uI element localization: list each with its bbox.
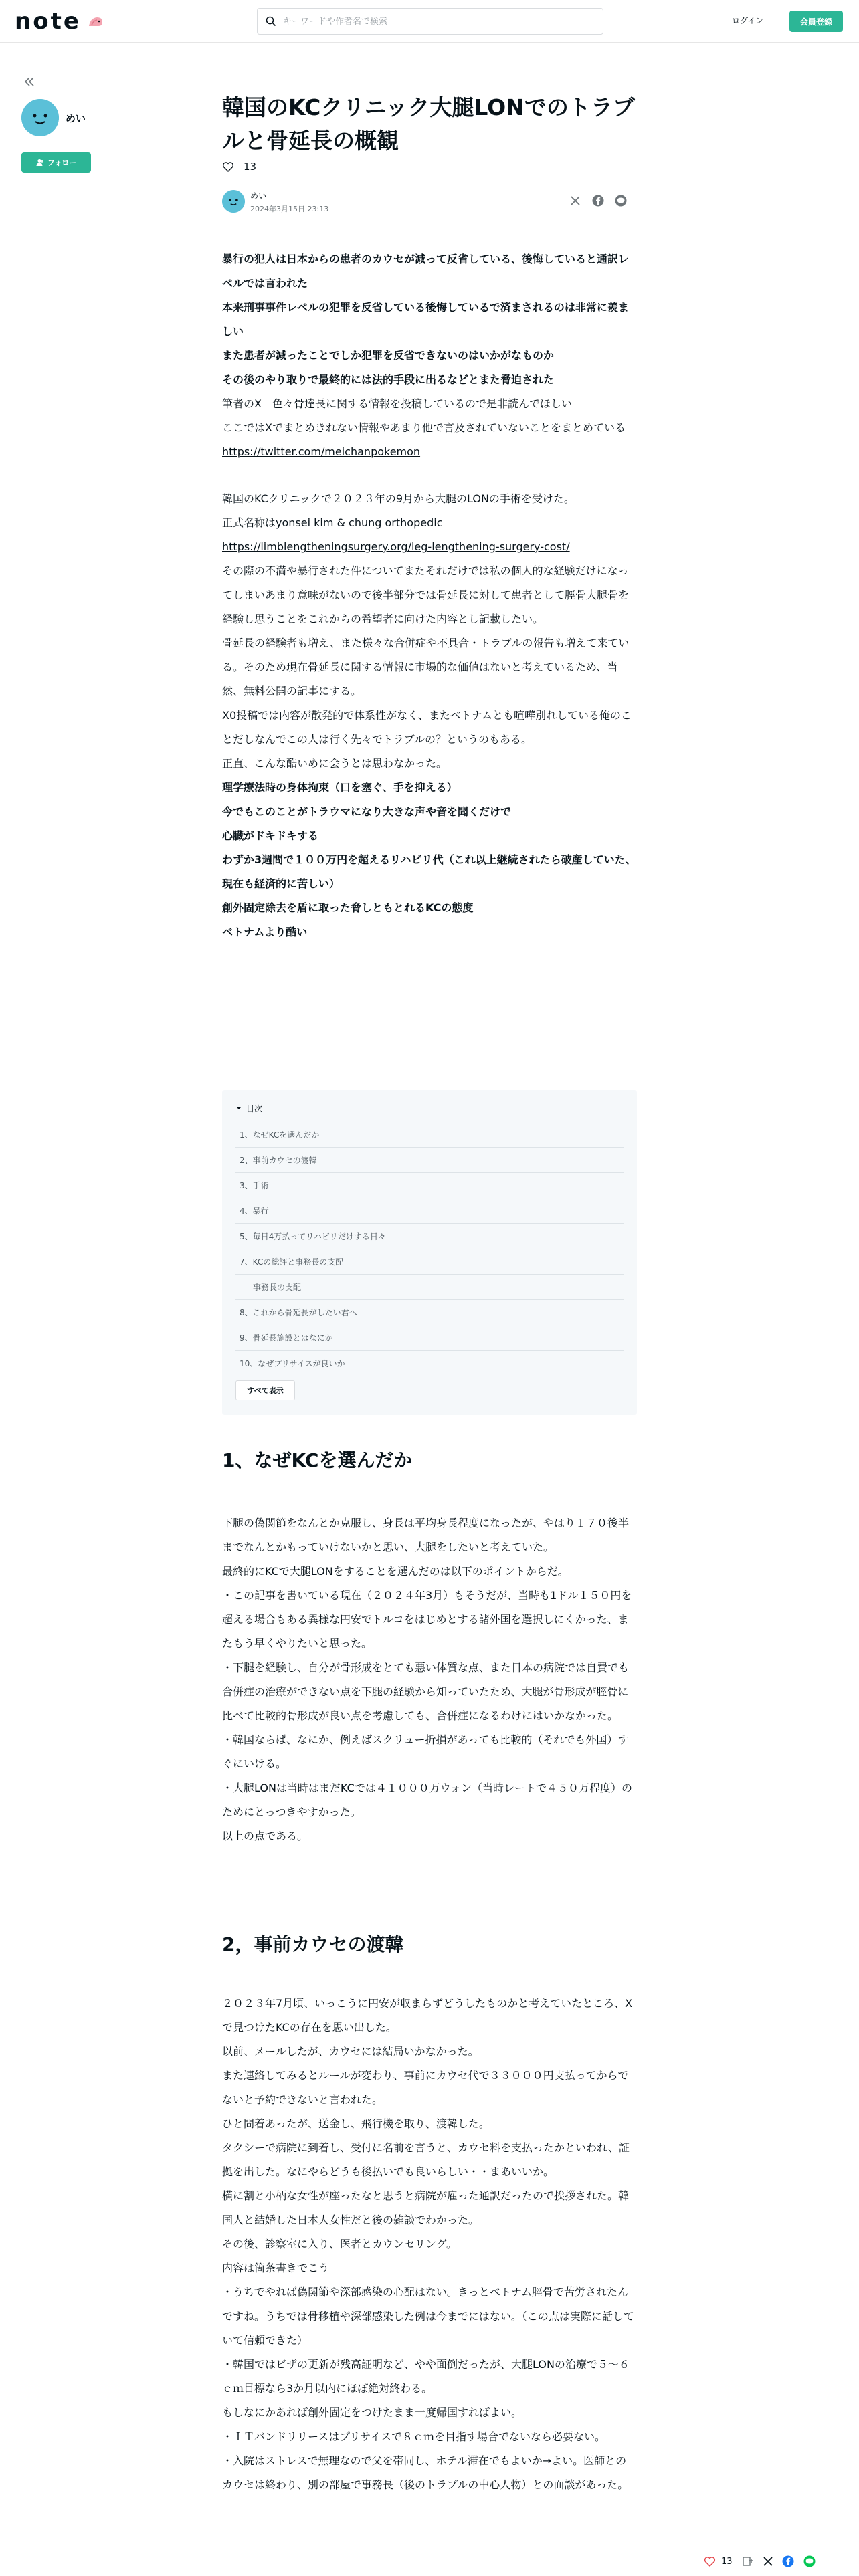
mascot-icon [88,15,104,27]
collapse-sidebar-icon[interactable] [21,74,37,90]
section-heading: 2，事前カウセの渡韓 [222,1933,404,1955]
search-icon [266,16,276,27]
avatar-face-icon [222,190,245,213]
like-row [222,160,256,173]
section2 [222,1992,637,2497]
avatar-face-icon [21,99,59,136]
toc-item[interactable]: 4、暴行 [235,1198,624,1224]
intro-paragraph: その後のやり取りで最終的には法的手段に出るなどとまた脅迫された [222,373,555,386]
line-share-icon[interactable] [614,194,628,207]
paragraph: 以前、メールしたが、カウセには結局いかなかった。 [222,2045,479,2058]
toc-subitem[interactable]: 事務長の支配 [235,1275,624,1300]
add-user-icon [36,158,44,167]
paragraph: ・韓国ではビザの更新が残高証明など、やや面倒だったが、大腿LONの治療で５～６ｃｍ目標なら3か月以内にほぼ絶対終わる。 [222,2358,630,2395]
search-box[interactable] [257,8,603,35]
paragraph: 理学療法時の身体拘束（口を塞ぐ、手を抑える） [222,781,458,794]
logo-text: note [15,8,81,35]
toc-item[interactable]: 7、KCの総評と事務長の支配 [235,1249,624,1275]
paragraph: もしなにかあれば創外固定をつけたまま一度帰国すればよい。 [222,2406,522,2419]
paragraph: ベトナムより酷い [222,926,308,938]
intro-paragraph: ここではXでまとめきれない情報やあまり他で言及されていないことをまとめている https://twitter.com/meichanpokemon [222,421,636,458]
magazine-add-icon[interactable] [742,2555,754,2567]
login-link[interactable]: ログイン [732,16,764,25]
x-share-icon[interactable] [569,194,582,207]
table-of-contents [222,1090,637,1415]
toc-list [235,1122,624,1376]
share-icons [569,194,628,207]
byline-author[interactable]: めい [250,191,267,201]
signup-button[interactable]: 会員登録 [789,11,843,32]
floating-action-bar [704,2552,816,2571]
intro-section [222,247,637,464]
paragraph: タクシーで病院に到着し、受付に名前を言うと、カウセ料を支払ったかといわれ、証拠を出した。なにやらどうも後払いでも良いらしい・・まあいいか。 [222,2141,630,2178]
x-share-icon[interactable] [763,2557,773,2566]
paragraph: 以上の点である。 [222,1830,308,1842]
paragraph: 正直、こんな酷いめに会うとは思わなかった。 [222,757,448,770]
heart-icon[interactable] [704,2555,716,2567]
paragraph: ・下腿を経験し、自分が骨形成をとても悪い体質な点、また日本の病院では自費でも合併症の治療ができない点を下腿の経験から知っていたため、大腿が骨形成が脛骨に比べて比較的骨形成が良い点を考慮しても、合併症になるわけにはいかなかった。 [222,1661,630,1722]
paragraph: ・韓国ならば、なにか、例えばスクリュー折損があっても比較的（それでも外国）すぐにいける。 [222,1733,629,1770]
paragraph: ・ＩＴバンドリリースはプリサイスで８ｃｍを目指す場合でないなら必要ない。 [222,2430,605,2443]
paragraph: 骨延長の経験者も増え、また様々な合併症や不具合・トラブルの報告も増えて来ている。そのため現在骨延長に関する情報に市場的な価値はないと考えているため、当然、無料公開の記事にする。 [222,637,630,697]
byline-avatar[interactable] [222,190,245,213]
toc-item[interactable]: 8、これから骨延長がしたい君へ [235,1300,624,1325]
site-logo[interactable] [15,9,104,33]
paragraph: その際の不満や暴行された件についてまたそれだけでは私の個人的な経験だけになってしまいあまり意味がないので後半部分では骨延長に対して患者として脛骨大腿骨を経験し思うことをこれからの希望者に向けた内容とし記載したい。 [222,564,630,625]
section-heading: 1、なぜKCを選んだか [222,1449,413,1471]
toc-item[interactable]: 3、手術 [235,1173,624,1198]
toc-item[interactable]: 10、なぜプリサイスが良いか [240,1359,345,1368]
toc-item[interactable]: 5、毎日4万払ってリハビリだけする日々 [235,1224,624,1249]
paragraph: ・うちでやれば偽関節や深部感染の心配はない。きっとベトナム脛骨で苦労されたんですね。うちでは骨移植や深部感染した例は今までにはない。（この点は実際に話していて信頼できた） [222,2286,634,2347]
paragraph: ・大腿LONは当時はまだKCでは４１０００万ウォン（当時レートで４５０万程度）のためにとっつきやすかった。 [222,1782,633,1818]
toc-item[interactable]: 2、事前カウセの渡韓 [235,1148,624,1173]
intro-paragraph: また患者が減ったことでしか犯罪を反省できないのはいかがなものか [222,349,555,362]
intro-paragraph: 本来刑事事件レベルの犯罪を反省している後悔しているで済まされるのは非常に羨ましい [222,301,629,338]
follow-label: フォロー [47,158,77,167]
author-avatar[interactable] [21,99,59,136]
paragraph: また連絡してみるとルールが変わり、事前にカウセ代で３３０００円支払ってからでないと予約できないと言われた。 [222,2069,629,2106]
paragraph: わずか3週間で１００万円を超えるリハビリ代（これ以上継続されたら破産していた、現在も経済的に苦しい） [222,853,636,890]
paragraph: 正式名称はyonsei kim & chung orthopedic [222,516,443,529]
paragraph: 心臓がドキドキする [222,829,319,842]
paragraph: ひと問着あったが、送金し、飛行機を取り、渡韓した。 [222,2117,490,2130]
intro-paragraph: 筆者のX 色々骨達長に関する情報を投稿しているので是非読んでほしい [222,397,572,410]
heart-icon[interactable] [222,160,234,173]
byline-date: 2024年3月15日 23:13 [250,205,329,213]
twitter-link[interactable]: https://twitter.com/meichanpokemon [222,445,421,458]
facebook-share-icon[interactable] [782,2555,794,2567]
show-all-button[interactable]: すべて表示 [235,1380,295,1400]
toc-item[interactable]: 9、骨延長施設とはなにか [235,1325,624,1351]
paragraph: 横に割と小柄な女性が座ったなと思うと病院が雇った通訳だったので挨拶された。韓国人と結婚した日本人女性だと後の雑談でわかった。 [222,2189,630,2226]
clinic-link[interactable]: https://limblengtheningsurgery.org/leg-lengthening-surgery-cost/ [222,540,570,553]
section1 [222,1511,637,1848]
paragraph [222,535,637,559]
author-name[interactable]: めい [66,112,86,124]
paragraph: ２０２３年7月頃、いっこうに円安が収まらずどうしたものかと考えていたところ、Xで見つけたKCの存在を思い出した。 [222,1997,633,2034]
paragraph: 最終的にKCで大腿LONをすることを選んだのは以下のポイントからだ。 [222,1565,569,1578]
caret-down-icon [235,1105,242,1111]
paragraph: ・この記事を書いている現在（２０２４年3月）もそうだが、当時も1ドル１５０円を超える場合もある異様な円安でトルコをはじめとする諸外国を選択しにくかった、またもう早くやりたいと思った。 [222,1589,632,1650]
facebook-share-icon[interactable] [591,194,605,207]
like-count[interactable]: 13 [244,160,257,173]
search-input[interactable] [283,17,577,27]
line-share-icon[interactable] [803,2555,816,2567]
toc-header[interactable] [235,1098,624,1118]
paragraph: 今でもこのことがトラウマになり大きな声や音を聞くだけで [222,805,512,818]
follow-button[interactable] [21,152,91,173]
paragraph: その後、診察室に入り、医者とカウンセリング。 [222,2238,458,2250]
toc-title: 目次 [246,1103,263,1113]
paragraph: 内容は箇条書きでこう [222,2262,330,2274]
paragraph: 創外固定除去を盾に取った脅しともとれるKCの態度 [222,901,474,914]
paragraph: ・入院はストレスで無理なので父を帯同し、ホテル滞在でもよいか→よい。医師とのカウセは終わり、別の部屋で事務長（後のトラブルの中心人物）との面談があった。 [222,2454,629,2491]
paragraph: X0投稿では内容が散発的で体系性がなく、またベトナムとも喧嘩別れしている俺のことだしなんでこの人は行く先々でトラブルの？というのもある。 [222,709,632,746]
intro-paragraph: 暴行の犯人は日本からの患者のカウセが減って反省している、後悔していると通訳レベルでは言われた [222,253,630,290]
article-title: 韓国のKCクリニック大腿LONでのトラブルと骨延長の概観 [222,94,635,154]
site-header [0,0,859,43]
paragraph: 韓国のKCクリニックで２０２３年の9月から大腿のLONの手術を受けた。 [222,492,575,505]
section0 [222,487,637,944]
paragraph: 下腿の偽関節をなんとか克服し、身長は平均身長程度になったが、やはり１７０後半までなんとかもっていけないかと思い、大腿をしたいと考えていた。 [222,1517,630,1553]
toc-item[interactable]: 1、なぜKCを選んだか [235,1122,624,1148]
like-count[interactable]: 13 [721,2556,733,2567]
